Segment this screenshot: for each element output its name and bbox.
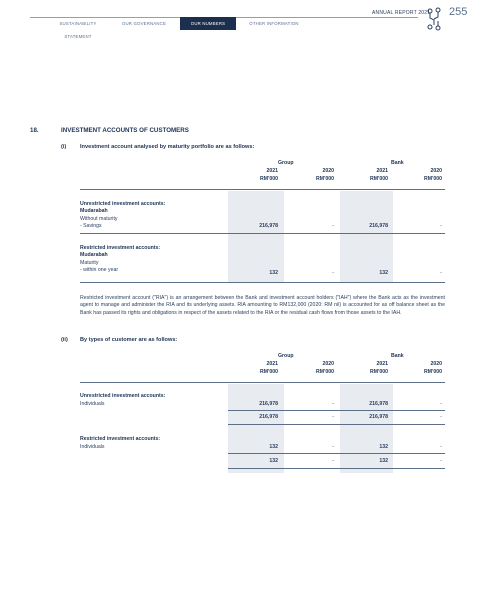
nav-sustainability-statement[interactable]: SUSTAINABILITY STATEMENT	[59, 21, 97, 39]
cell-value: -	[332, 223, 334, 229]
col-year: 2020	[430, 361, 442, 367]
col-unit: RM'000	[370, 369, 388, 375]
part2-title: By types of customer are as follows:	[80, 337, 178, 343]
cell-value: -	[332, 443, 334, 450]
col-unit: RM'000	[424, 369, 442, 375]
cell-value: 132	[269, 443, 278, 450]
total-rule	[228, 424, 445, 425]
part1-title: Investment account analysed by maturity portfolio are as follows:	[80, 144, 255, 150]
cell-value: 132	[269, 270, 278, 276]
cell-value: 132	[379, 270, 388, 276]
report-title: ANNUAL REPORT 2021	[372, 10, 431, 16]
part2-group-label: Group	[278, 353, 294, 359]
section-number: 18.	[30, 127, 39, 134]
section-title: INVESTMENT ACCOUNTS OF CUSTOMERS	[61, 127, 189, 134]
nav-our-numbers[interactable]: OUR NUMBERS	[180, 17, 236, 30]
cell-value: -	[440, 270, 442, 276]
total-value: 216,978	[259, 414, 278, 420]
cell-value: -	[440, 400, 442, 407]
part1-group-label: Group	[278, 160, 294, 166]
total-value: 132	[379, 458, 388, 464]
row-label: - within one year	[80, 267, 119, 273]
unrestricted-heading: Unrestricted investment accounts:	[80, 201, 166, 207]
col-year: 2020	[322, 361, 334, 367]
col-unit: RM'000	[260, 369, 278, 375]
mudarabah-label: Mudarabah	[80, 252, 108, 258]
col-unit: RM'000	[424, 176, 442, 182]
table-header-rule	[80, 189, 445, 190]
col-year: 2020	[322, 168, 334, 174]
cell-value: 132	[379, 443, 388, 450]
total-rule	[228, 468, 445, 469]
nav-other-information[interactable]: OTHER INFORMATION	[249, 21, 299, 26]
row-label: Individuals	[80, 443, 105, 450]
unrestricted-heading: Unrestricted investment accounts:	[80, 393, 166, 399]
ria-note-paragraph: Restricted investment account ("RIA") is an arrangement between the Bank and investment account holders ("IAH") where the Bank acts as the investment agent to manage and administer the RIA and its underlying assets. RIA amounting to RM132,000 (2020: RM nil) is accounted for as off balance sheet as the Bank has passed its rights and obligations in respect of the assets related to the RIA or the residual cash flows from those assets to the IAH.	[80, 295, 445, 316]
nav-our-governance[interactable]: OUR GOVERNANCE	[121, 21, 167, 26]
col-unit: RM'000	[370, 176, 388, 182]
total-value: 216,978	[369, 414, 388, 420]
row-label: Maturity	[80, 259, 99, 266]
table-header-rule	[80, 382, 445, 383]
col-unit: RM'000	[260, 176, 278, 182]
total-value: -	[440, 458, 442, 464]
part2-bank-label: Bank	[391, 353, 404, 359]
total-value: -	[440, 414, 442, 420]
total-value: 132	[269, 458, 278, 464]
cell-value: 216,978	[369, 223, 388, 229]
row-label: Individuals	[80, 400, 105, 407]
total-value: -	[332, 458, 334, 464]
row-label: - Savings	[80, 223, 102, 229]
cell-value: -	[440, 223, 442, 229]
row-label: Without maturity	[80, 215, 118, 222]
subtotal-rule	[228, 410, 445, 411]
col-year: 2020	[430, 168, 442, 174]
part2-index: (ii)	[61, 337, 68, 343]
part1-bank-label: Bank	[391, 160, 404, 166]
col-year: 2021	[266, 361, 278, 367]
cell-value: -	[440, 443, 442, 450]
col-year: 2021	[266, 168, 278, 174]
restricted-heading: Restricted investment accounts:	[80, 245, 161, 251]
col-unit: RM'000	[316, 369, 334, 375]
row-rule	[80, 233, 445, 234]
cell-value: 216,978	[259, 223, 278, 229]
col-unit: RM'000	[316, 176, 334, 182]
cell-value: 216,978	[259, 400, 278, 407]
row-rule	[80, 282, 445, 283]
circuit-logo-icon	[424, 6, 446, 32]
mudarabah-label: Mudarabah	[80, 208, 108, 214]
cell-value: -	[332, 270, 334, 276]
part1-index: (i)	[61, 144, 67, 150]
page-number: 255	[449, 6, 468, 18]
subtotal-rule	[228, 453, 445, 454]
cell-value: -	[332, 400, 334, 407]
col-year: 2021	[376, 168, 388, 174]
restricted-heading: Restricted investment accounts:	[80, 436, 161, 442]
total-value: -	[332, 414, 334, 420]
cell-value: 216,978	[369, 400, 388, 407]
col-year: 2021	[376, 361, 388, 367]
